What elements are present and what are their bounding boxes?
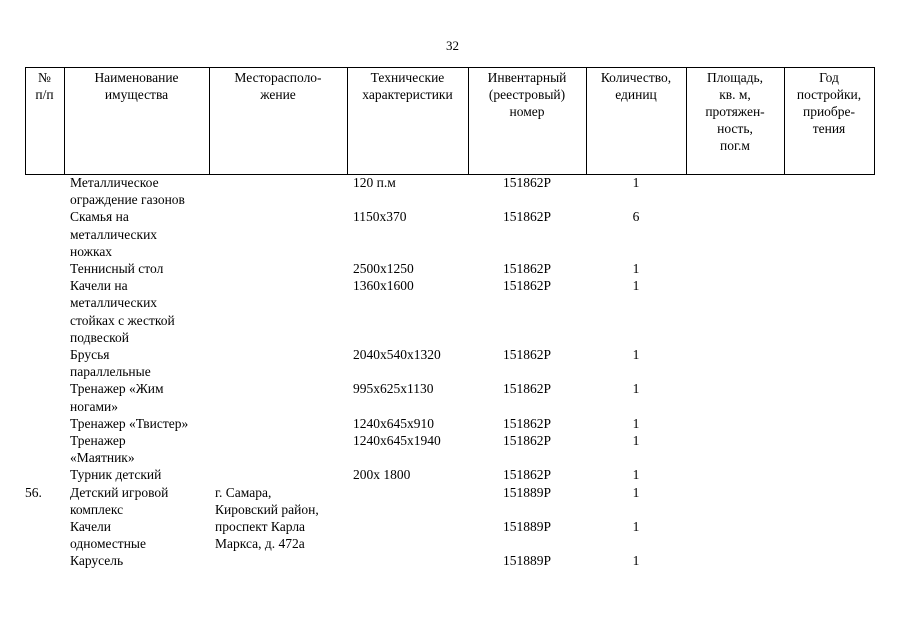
column-divider [874,67,875,175]
row-tech: 1360х1600 [353,278,414,294]
row-inventory: 151889Р [502,484,551,500]
row-quantity: 1 [632,467,640,483]
row-name: Брусья параллельные [70,347,151,380]
row-inventory: 151862Р [502,175,551,190]
row-quantity: 1 [632,175,640,190]
row-name: Тренажер «Жим ногами» [70,381,164,414]
row-tech: 1240х645х1940 [353,433,441,448]
row-name: Карусель [70,553,124,569]
row-inventory: 151862Р [502,261,551,276]
row-inventory: 151889Р [502,553,551,569]
row-quantity: 1 [632,553,640,569]
row-quantity: 1 [632,381,640,397]
property-table [25,67,875,627]
row-quantity: 1 [632,278,640,294]
table-top-border [25,67,875,68]
row-quantity: 1 [632,519,640,534]
row-name: Металлическое ограждение газонов [70,175,185,208]
header-number: № п/п [35,70,54,102]
header-name: Наименование имущества [94,70,179,102]
row-name: Теннисный стол [70,261,164,276]
row-quantity: 1 [632,261,640,276]
row-inventory: 151862Р [502,381,551,397]
row-name: Скамья на металлических ножках [70,209,158,259]
row-quantity: 6 [632,209,640,225]
header-quantity: Количество, единиц [600,70,672,102]
row-quantity: 1 [632,433,640,448]
row-tech: 1150х370 [353,209,407,225]
header-area: Площадь, кв. м, протяжен- ность, пог.м [705,70,765,153]
row-quantity: 1 [632,415,640,431]
row-inventory: 151862Р [502,209,551,225]
row-tech: 1240х645х910 [353,415,434,431]
row-name: Качели на металлических стойках с жесткой подвеской [70,278,175,345]
row-inventory: 151862Р [502,415,551,431]
row-inventory: 151862Р [502,347,551,362]
row-tech: 2500х1250 [353,261,414,276]
row-name: Тренажер «Твистер» [70,415,189,431]
row-tech: 995х625х1130 [353,381,434,397]
header-tech: Технические характеристики [362,70,453,102]
row-name: Детский игровой комплекс [70,484,169,517]
row-tech: 120 п.м [353,175,396,190]
row-quantity: 1 [632,484,640,500]
row-tech: 200х 1800 [353,467,411,483]
row-inventory: 151889Р [502,519,551,534]
row-number: 56. [25,484,42,500]
row-quantity: 1 [632,347,640,362]
row-inventory: 151862Р [502,278,551,294]
row-location: г. Самара, Кировский район, проспект Карла Маркса, д. 472а [215,484,319,552]
header-location: Месторасполо- жение [234,70,322,102]
row-inventory: 151862Р [502,433,551,448]
row-tech: 2040х540х1320 [353,347,441,362]
row-name: Тренажер «Маятник» [70,433,135,466]
row-name: Турник детский [70,467,162,483]
header-year: Год постройки, приобре- тения [796,70,862,136]
page-number: 32 [446,38,459,53]
row-name: Качели одноместные [70,519,146,552]
header-inventory: Инвентарный (реестровый) номер [487,70,567,119]
row-inventory: 151862Р [502,467,551,483]
